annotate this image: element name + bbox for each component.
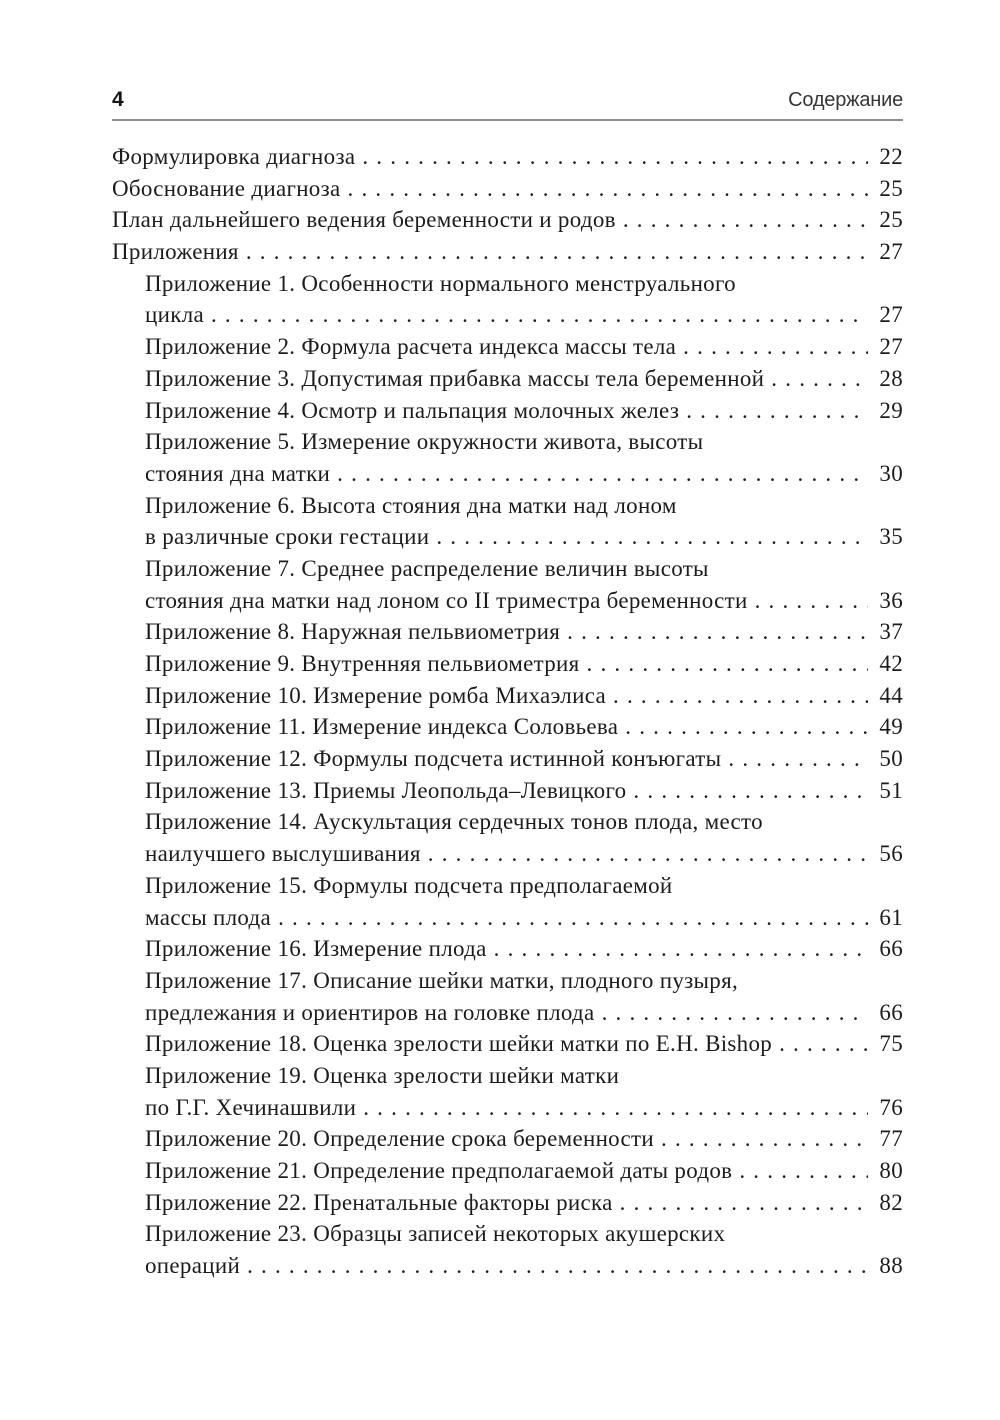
toc-entry-line bbox=[112, 493, 903, 525]
toc-entry-page-number: 80 bbox=[879, 1158, 903, 1183]
header-rule bbox=[112, 119, 903, 121]
toc-entry bbox=[112, 176, 903, 208]
toc-entry bbox=[112, 429, 903, 492]
toc-entry-line bbox=[112, 809, 903, 841]
toc-entry-page-number: 27 bbox=[879, 334, 903, 360]
toc-entry-text: Приложение 22. Пренатальные факторы риска bbox=[145, 1189, 613, 1215]
toc-entry-text: Приложение 6. Высота стояния дна матки над лоном bbox=[145, 492, 677, 518]
toc-entry bbox=[112, 651, 903, 683]
dot-leader bbox=[613, 1190, 868, 1216]
toc-entry-text: Формулировка диагноза bbox=[112, 144, 356, 169]
toc-entry-line bbox=[112, 1253, 903, 1285]
toc-entry-text: операций bbox=[145, 1253, 241, 1279]
toc-entry-text: Приложение 13. Приемы Леопольда–Левицкого bbox=[145, 777, 627, 803]
toc-entry-text: Приложение 8. Наружная пельвиометрия bbox=[145, 619, 561, 645]
toc-entry-page-number: 61 bbox=[879, 904, 903, 930]
toc-entry-text: Приложения bbox=[112, 239, 239, 265]
toc-entry-line bbox=[112, 936, 903, 968]
toc-entry bbox=[112, 809, 903, 872]
toc-entry-text: Приложение 4. Осмотр и пальпация молочных желез bbox=[145, 397, 680, 423]
toc-entry-text: Приложение 3. Допустимая прибавка массы тела беременной bbox=[145, 365, 765, 391]
toc-entry-line bbox=[112, 1190, 903, 1222]
dot-leader bbox=[421, 841, 868, 867]
dot-leader bbox=[595, 1000, 868, 1026]
toc-entry-text: Приложение 18. Оценка зрелости шейки матки по E.H. Bishop bbox=[145, 1031, 773, 1057]
dot-leader bbox=[271, 905, 868, 931]
toc-entry-text: Приложение 14. Аускультация сердечных тонов плода, место bbox=[145, 809, 763, 835]
toc-entry-text: стояния дна матки над лоном со II триместра беременности bbox=[145, 587, 748, 613]
toc-entry bbox=[112, 778, 903, 810]
toc-entry bbox=[112, 271, 903, 334]
toc-entry-line bbox=[112, 588, 903, 620]
toc-entry bbox=[112, 398, 903, 430]
toc-entry-line bbox=[112, 366, 903, 398]
toc-entry-line bbox=[112, 1221, 903, 1253]
toc-entry-text: Приложение 9. Внутренняя пельвиометрия bbox=[145, 651, 580, 676]
toc-entry-line bbox=[112, 683, 903, 715]
toc-entry-page-number: 44 bbox=[879, 682, 903, 708]
toc-entry-page-number: 25 bbox=[879, 175, 903, 201]
toc-entry-text: Приложение 16. Измерение плода bbox=[145, 936, 487, 962]
toc-entry bbox=[112, 714, 903, 746]
toc-entry-page-number: 22 bbox=[879, 144, 903, 169]
toc-entry bbox=[112, 873, 903, 936]
toc-entry-text: Приложение 2. Формула расчета индекса массы тела bbox=[145, 334, 677, 360]
toc-entry-page-number: 77 bbox=[879, 1126, 903, 1152]
toc-entry-text: предлежания и ориентиров на головке плода bbox=[145, 999, 595, 1025]
toc-entry bbox=[112, 746, 903, 778]
toc-entry-line bbox=[112, 1063, 903, 1095]
table-of-contents bbox=[112, 144, 903, 1285]
toc-entry bbox=[112, 968, 903, 1031]
toc-entry-text: стояния дна матки bbox=[145, 460, 331, 486]
toc-entry bbox=[112, 1190, 903, 1222]
dot-leader bbox=[618, 714, 868, 740]
dot-leader bbox=[560, 619, 868, 645]
toc-entry-line bbox=[112, 1158, 903, 1190]
toc-entry-page-number: 66 bbox=[879, 936, 903, 962]
toc-entry-text: Приложение 10. Измерение ромба Михаэлиса bbox=[145, 682, 606, 708]
dot-leader bbox=[487, 936, 868, 962]
toc-entry-text: по Г.Г. Хечинашвили bbox=[145, 1094, 357, 1120]
toc-entry-page-number: 50 bbox=[879, 746, 903, 772]
toc-entry-page-number: 42 bbox=[879, 651, 903, 676]
dot-leader bbox=[732, 1158, 868, 1184]
running-header-title: Содержание bbox=[788, 89, 903, 111]
dot-leader bbox=[772, 1031, 868, 1057]
toc-entry-line bbox=[112, 746, 903, 778]
toc-entry-text: Обоснование диагноза bbox=[112, 175, 341, 201]
toc-entry-text: Приложение 12. Формулы подсчета истинной конъюгаты bbox=[145, 746, 722, 772]
dot-leader bbox=[240, 1253, 868, 1279]
toc-entry-page-number: 75 bbox=[879, 1031, 903, 1057]
toc-entry-line bbox=[112, 968, 903, 1000]
dot-leader bbox=[580, 651, 868, 677]
toc-entry-line bbox=[112, 905, 903, 937]
toc-entry bbox=[112, 936, 903, 968]
toc-entry-page-number: 88 bbox=[879, 1253, 903, 1279]
running-header bbox=[112, 88, 903, 112]
toc-entry-line bbox=[112, 239, 903, 271]
toc-entry bbox=[112, 1158, 903, 1190]
toc-entry-line bbox=[112, 841, 903, 873]
dot-leader bbox=[429, 524, 868, 550]
toc-entry bbox=[112, 366, 903, 398]
toc-entry bbox=[112, 493, 903, 556]
toc-entry bbox=[112, 619, 903, 651]
toc-entry-text: Приложение 11. Измерение индекса Соловьева bbox=[145, 714, 619, 740]
toc-entry-page-number: 49 bbox=[879, 714, 903, 740]
toc-entry bbox=[112, 1126, 903, 1158]
toc-entry bbox=[112, 556, 903, 619]
toc-entry-line bbox=[112, 271, 903, 303]
toc-entry-line bbox=[112, 714, 903, 746]
toc-entry-text: наилучшего выслушивания bbox=[145, 841, 421, 867]
toc-entry-line bbox=[112, 461, 903, 493]
toc-entry-text: Приложение 7. Среднее распределение величин высоты bbox=[145, 555, 709, 581]
dot-leader bbox=[748, 588, 868, 614]
toc-entry-line bbox=[112, 207, 903, 239]
toc-entry-line bbox=[112, 619, 903, 651]
toc-entry-text: Приложение 21. Определение предполагаемой даты родов bbox=[145, 1158, 733, 1183]
toc-entry-line bbox=[112, 556, 903, 588]
dot-leader bbox=[764, 366, 868, 392]
dot-leader bbox=[341, 176, 869, 202]
toc-entry-page-number: 56 bbox=[879, 841, 903, 867]
toc-entry bbox=[112, 239, 903, 271]
dot-leader bbox=[204, 302, 868, 328]
toc-entry-line bbox=[112, 302, 903, 334]
dot-leader bbox=[355, 144, 868, 170]
toc-entry bbox=[112, 1221, 903, 1284]
toc-entry-page-number: 35 bbox=[879, 524, 903, 550]
toc-entry-text: Приложение 17. Описание шейки матки, плодного пузыря, bbox=[145, 967, 739, 993]
toc-entry-page-number: 76 bbox=[879, 1094, 903, 1120]
dot-leader bbox=[606, 683, 868, 709]
toc-entry-text: Приложение 20. Определение срока беременности bbox=[145, 1126, 655, 1152]
toc-entry-page-number: 36 bbox=[879, 587, 903, 613]
dot-leader bbox=[616, 207, 868, 233]
toc-entry bbox=[112, 1063, 903, 1126]
toc-entry-line bbox=[112, 1095, 903, 1127]
toc-entry-line bbox=[112, 176, 903, 208]
dot-leader bbox=[239, 239, 868, 265]
toc-entry-page-number: 37 bbox=[879, 619, 903, 645]
toc-entry-line bbox=[112, 1031, 903, 1063]
toc-entry-line bbox=[112, 873, 903, 905]
toc-entry-page-number: 27 bbox=[879, 239, 903, 265]
toc-entry-page-number: 28 bbox=[879, 365, 903, 391]
dot-leader bbox=[679, 398, 868, 424]
toc-entry-page-number: 82 bbox=[879, 1189, 903, 1215]
toc-entry-line bbox=[112, 778, 903, 810]
toc-entry-page-number: 29 bbox=[879, 397, 903, 423]
toc-entry-text: Приложение 15. Формулы подсчета предполагаемой bbox=[145, 872, 673, 898]
dot-leader bbox=[330, 461, 868, 487]
toc-entry-text: План дальнейшего ведения беременности и родов bbox=[112, 207, 616, 233]
toc-entry bbox=[112, 334, 903, 366]
toc-entry-page-number: 30 bbox=[879, 460, 903, 486]
toc-entry-line bbox=[112, 1000, 903, 1032]
dot-leader bbox=[626, 778, 868, 804]
toc-entry-text: Приложение 19. Оценка зрелости шейки матки bbox=[145, 1062, 620, 1088]
dot-leader bbox=[676, 334, 868, 360]
toc-entry bbox=[112, 144, 903, 176]
toc-entry-page-number: 27 bbox=[879, 302, 903, 328]
toc-entry-text: Приложение 1. Особенности нормального менструального bbox=[145, 270, 736, 296]
toc-entry bbox=[112, 207, 903, 239]
toc-entry bbox=[112, 1031, 903, 1063]
toc-entry-line bbox=[112, 334, 903, 366]
toc-entry-text: цикла bbox=[145, 302, 204, 328]
toc-entry-page-number: 25 bbox=[879, 207, 903, 233]
toc-entry-text: массы плода bbox=[145, 904, 272, 930]
toc-entry-text: Приложение 5. Измерение окружности живота, высоты bbox=[145, 429, 704, 455]
toc-entry-text: Приложение 23. Образцы записей некоторых акушерских bbox=[145, 1221, 726, 1247]
dot-leader bbox=[721, 746, 868, 772]
toc-entry bbox=[112, 683, 903, 715]
toc-entry-line bbox=[112, 1126, 903, 1158]
toc-entry-line bbox=[112, 651, 903, 683]
dot-leader bbox=[356, 1095, 868, 1121]
toc-entry-line bbox=[112, 524, 903, 556]
folio-page-number: 4 bbox=[112, 88, 124, 111]
toc-entry-text: в различные сроки гестации bbox=[145, 524, 430, 550]
toc-entry-page-number: 51 bbox=[879, 777, 903, 803]
toc-entry-line bbox=[112, 429, 903, 461]
toc-entry-page-number: 66 bbox=[879, 999, 903, 1025]
toc-entry-line bbox=[112, 398, 903, 430]
toc-entry-line bbox=[112, 144, 903, 176]
dot-leader bbox=[654, 1126, 868, 1152]
